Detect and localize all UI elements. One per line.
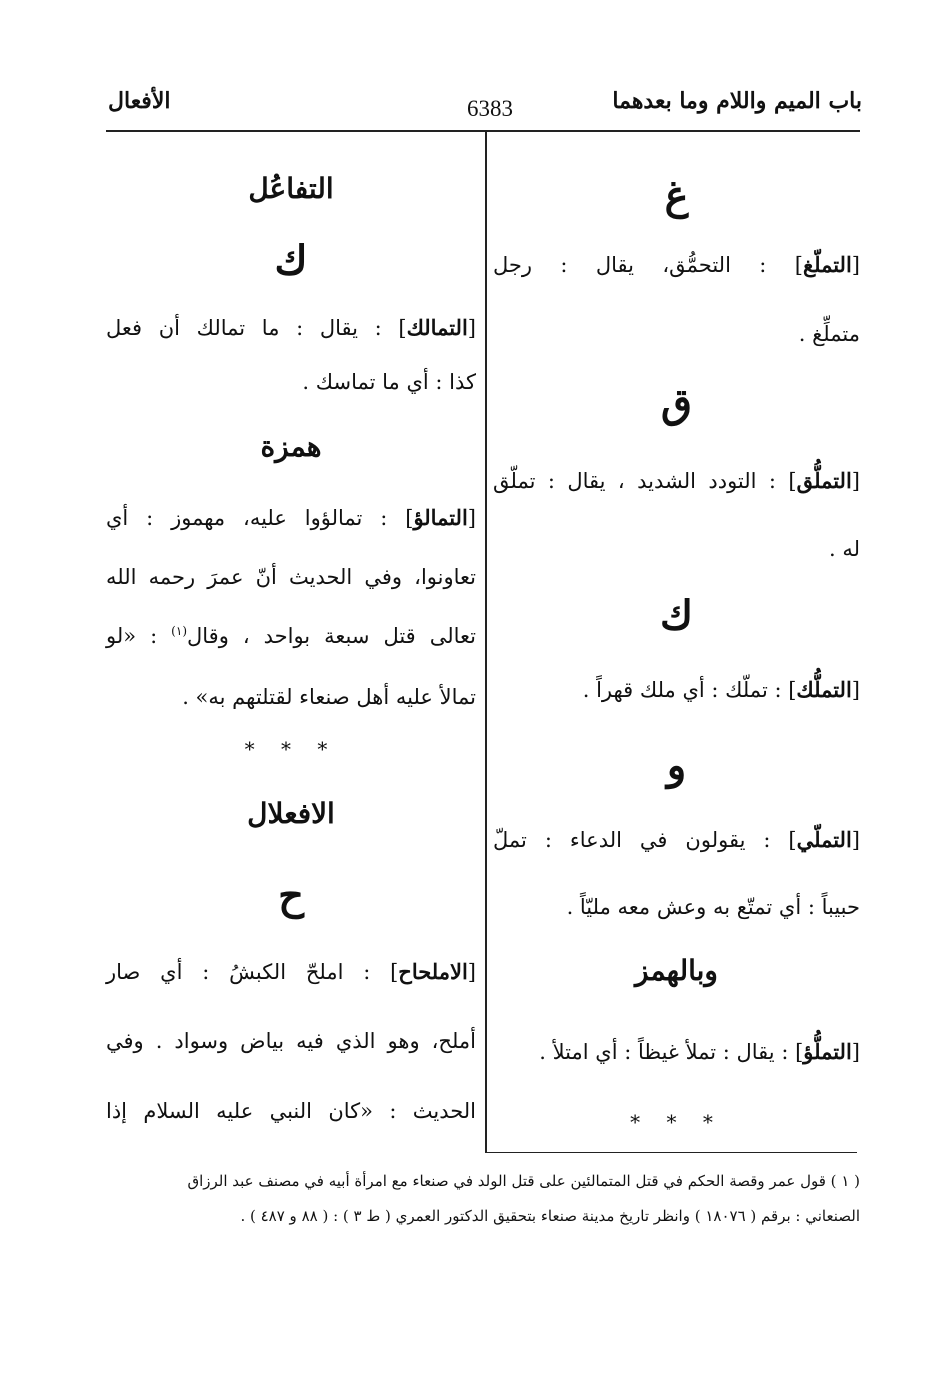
entry-line: له . — [828, 537, 860, 561]
section-letter-kaf: ك — [660, 592, 693, 639]
section-title-hamza: همزة — [260, 430, 322, 463]
entry-line: تعاونوا، وفي الحديث أنّ عمرَ رحمه الله — [106, 565, 476, 589]
entry-headword: التمالؤ — [413, 505, 468, 530]
entry-line: [التملُّؤ] : يقال : تملأ غيظاً : أي امتلأ . — [539, 1039, 860, 1064]
entry-line: متملِّغ . — [798, 322, 860, 346]
footnote-line: الصنعاني : برقم ( ١٨٠٧٦ ) وانظر تاريخ مدينة صنعاء بتحقيق الدكتور العمري ( ط ٣ ) : ( ٨٨ و ٤٨٧ ) . — [240, 1207, 860, 1225]
footnote-ref: (١) — [171, 624, 187, 638]
entry-headword: التملُّك — [796, 677, 852, 702]
entry-line: تعالى قتل سبعة بواحد ، وقال$^{(١)}$ : «لو — [106, 624, 476, 648]
entry-line: [التمالؤ] : تمالؤوا عليه، مهموز : أي — [106, 505, 476, 530]
section-letter-ghain: غ — [664, 172, 689, 219]
entry-line: [التملّي] : يقولون في الدعاء : تملّ — [493, 827, 860, 852]
section-letter-qaf: ق — [660, 380, 693, 427]
running-header-right: باب الميم واللام وما بعدهما — [612, 88, 862, 114]
entry-line: [الاملحاح] : املحّ الكبشُ : أي صار — [106, 959, 476, 984]
header-rule — [106, 130, 860, 132]
entry-line: الحديث : «كان النبي عليه السلام إذا — [106, 1099, 476, 1123]
section-separator: * * * — [244, 737, 338, 761]
section-separator: * * * — [630, 1110, 723, 1134]
section-letter-kaf: ك — [274, 237, 308, 284]
column-divider — [485, 130, 487, 1152]
section-title-hamz: وبالهمز — [635, 954, 718, 987]
footnote-rule — [485, 1152, 857, 1153]
entry-headword: التملُّؤ — [803, 1039, 852, 1064]
footnote-line: ( ١ ) قول عمر وقصة الحكم في قتل المتمالئين على قتل الولد في صنعاء مع امرأة أبيه في مصنف عبد الرزاق — [187, 1172, 860, 1190]
entry-line: كذا : أي ما تماسك . — [302, 370, 476, 394]
running-header-left: الأفعال — [108, 88, 171, 114]
entry-line: تمالأ عليه أهل صنعاء لقتلتهم به» . — [182, 685, 476, 709]
entry-line: [التملُّك] : تملّك : أي ملك قهراً . — [582, 677, 860, 702]
entry-line: [التملّغ] : التحمُّق، يقال : رجل — [493, 252, 860, 277]
entry-headword: الاملحاح — [398, 959, 468, 984]
entry-line: حبيباً : أي تمتّع به وعش معه مليّاً . — [566, 895, 860, 919]
entry-headword: التمالك — [406, 315, 468, 340]
entry-headword: التملّغ — [802, 252, 852, 277]
entry-line: [التمالك] : يقال : ما تمالك أن فعل — [106, 315, 476, 340]
page-number: 6383 — [467, 96, 513, 121]
entry-headword: التملّي — [796, 827, 852, 852]
section-title-ifilal: الافعلال — [247, 797, 335, 830]
entry-line: [التملُّق] : التودد الشديد ، يقال : تملّق — [493, 468, 860, 493]
entry-headword: التملُّق — [796, 468, 852, 493]
section-title-tafaul: التفاعُل — [248, 172, 334, 205]
section-letter-ha: ح — [278, 872, 304, 919]
section-letter-waw: و — [666, 742, 687, 789]
entry-line: أملح، وهو الذي فيه بياض وسواد . وفي — [106, 1029, 476, 1053]
